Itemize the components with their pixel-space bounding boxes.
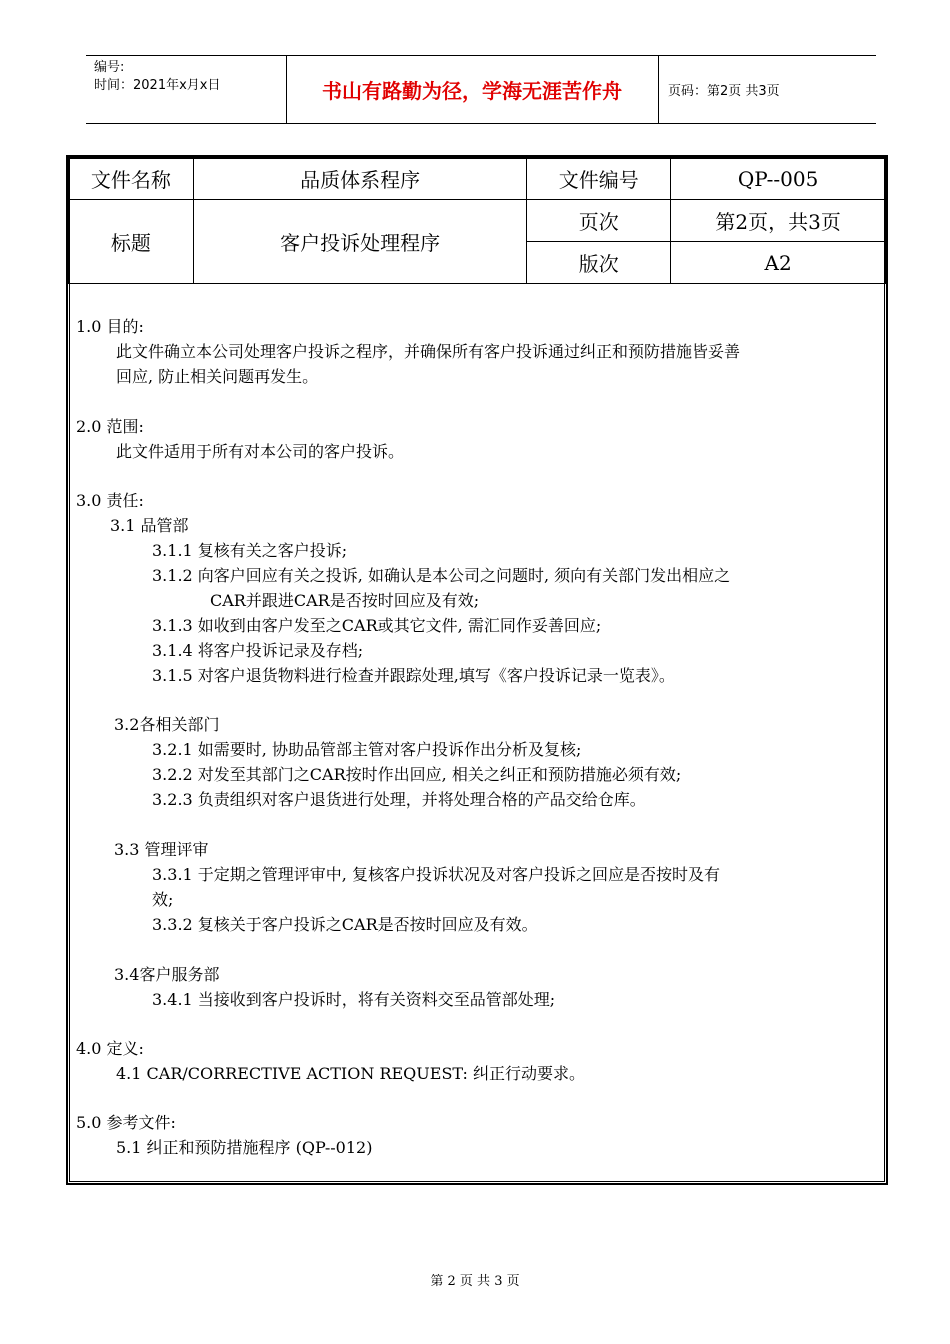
subsection-heading: 3.3 管理评审 <box>114 840 209 859</box>
page-label: 页次 <box>527 200 671 242</box>
doc-title: 客户投诉处理程序 <box>193 200 527 284</box>
page-footer: 第 2 页 共 3 页 <box>430 1274 520 1289</box>
section-heading: 4.0 定义: <box>76 1039 144 1058</box>
doc-no-label: 文件编号 <box>527 158 671 200</box>
definition-item: 4.1 CAR/CORRECTIVE ACTION REQUEST: 纠正行动要求。 <box>116 1064 585 1083</box>
header-page-info: 页码：第2页 共3页 <box>668 84 780 99</box>
list-item-continuation: CAR并跟进CAR是否按时回应及有效; <box>210 591 480 610</box>
section-heading: 5.0 参考文件: <box>76 1113 176 1132</box>
header-divider <box>658 56 659 123</box>
paragraph-line: 此文件确立本公司处理客户投诉之程序，并确保所有客户投诉通过纠正和预防措施皆妥善 <box>116 342 741 361</box>
list-item: 3.3.1 于定期之管理评审中, 复核客户投诉状况及对客户投诉之回应是否按时及有 <box>152 865 720 884</box>
list-item: 3.3.2 复核关于客户投诉之CAR是否按时回应及有效。 <box>152 915 538 934</box>
reference-item: 5.1 纠正和预防措施程序 (QP--012) <box>116 1138 373 1157</box>
document-frame <box>66 155 888 1185</box>
section-heading: 3.0 责任: <box>76 491 144 510</box>
list-item: 3.1.2 向客户回应有关之投诉, 如确认是本公司之问题时, 须向有关部门发出相应之 <box>152 566 731 585</box>
page-value: 第2页，共3页 <box>671 200 886 242</box>
doc-no: QP--005 <box>671 158 886 200</box>
list-item: 3.1.4 将客户投诉记录及存档; <box>152 641 364 660</box>
list-item: 3.1.1 复核有关之客户投诉; <box>152 541 348 560</box>
doc-name-label: 文件名称 <box>69 158 194 200</box>
list-item: 3.4.1 当接收到客户投诉时，将有关资料交至品管部处理; <box>152 990 556 1009</box>
document-meta-table <box>68 157 886 284</box>
header-left <box>94 59 220 95</box>
header-motto: 书山有路勤为径，学海无涯苦作舟 <box>322 79 622 103</box>
section-heading: 1.0 目的: <box>76 317 144 336</box>
list-item: 3.1.5 对客户退货物料进行检查并跟踪处理,填写《客户投诉记录一览表》。 <box>152 666 675 685</box>
number-label: 编号: <box>94 60 125 75</box>
version-label: 版次 <box>527 242 671 284</box>
list-item: 3.2.2 对发至其部门之CAR按时作出回应, 相关之纠正和预防措施必须有效; <box>152 765 682 784</box>
list-item: 3.1.3 如收到由客户发至之CAR或其它文件, 需汇同作妥善回应; <box>152 616 602 635</box>
subsection-heading: 3.2各相关部门 <box>114 715 220 734</box>
title-label: 标题 <box>69 200 194 284</box>
time-label: 时间：2021年x月x日 <box>94 78 221 93</box>
version: A2 <box>671 242 886 284</box>
list-item: 3.2.1 如需要时, 协助品管部主管对客户投诉作出分析及复核; <box>152 740 582 759</box>
list-item: 3.2.3 负责组织对客户退货进行处理，并将处理合格的产品交给仓库。 <box>152 790 646 809</box>
page-header <box>86 55 876 124</box>
subsection-heading: 3.1 品管部 <box>110 516 189 535</box>
paragraph-line: 此文件适用于所有对本公司的客户投诉。 <box>116 442 405 461</box>
list-item-continuation: 效; <box>152 890 174 909</box>
paragraph-line: 回应, 防止相关问题再发生。 <box>116 367 319 386</box>
section-heading: 2.0 范围: <box>76 417 144 436</box>
subsection-heading: 3.4客户服务部 <box>114 965 220 984</box>
doc-name: 品质体系程序 <box>193 158 527 200</box>
